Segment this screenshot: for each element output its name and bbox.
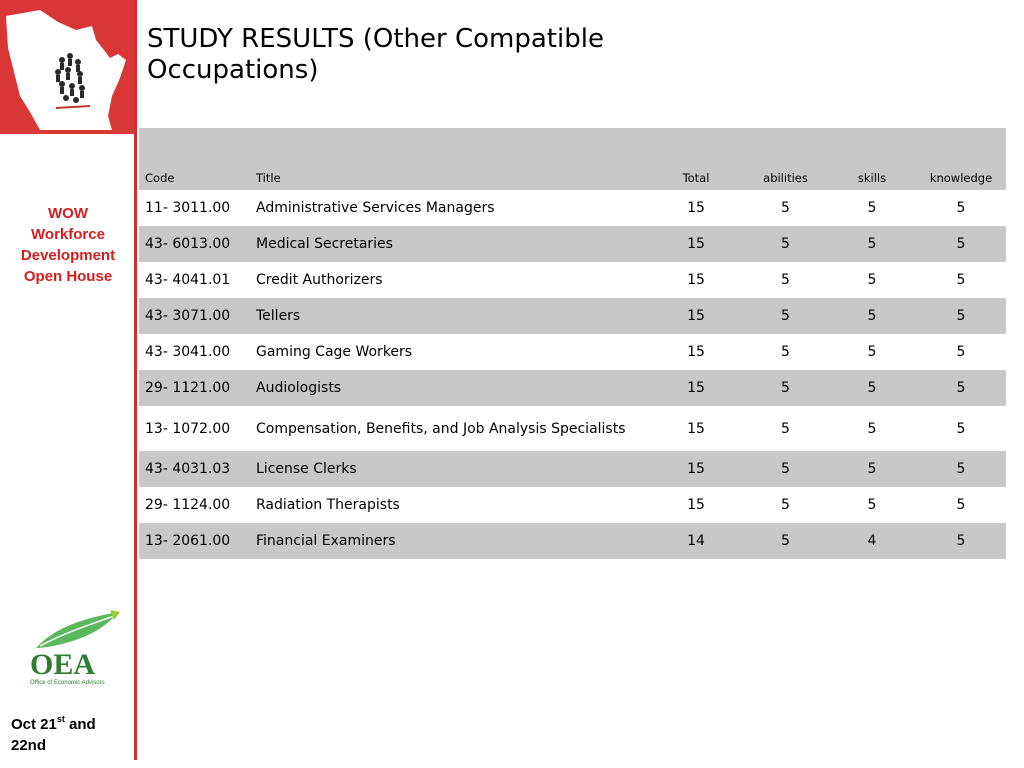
cell-total: 15 bbox=[649, 334, 743, 370]
cell-abilities: 5 bbox=[743, 262, 828, 298]
cell-code: 11- 3011.00 bbox=[139, 190, 256, 226]
wisconsin-logo bbox=[0, 0, 134, 134]
cell-abilities: 5 bbox=[743, 226, 828, 262]
cell-total: 14 bbox=[649, 523, 743, 559]
date-and: and bbox=[64, 716, 96, 733]
results-table bbox=[139, 128, 1006, 559]
column-header-knowledge: knowledge bbox=[916, 128, 1006, 190]
cell-title: Audiologists bbox=[256, 370, 649, 406]
cell-title: License Clerks bbox=[256, 451, 649, 487]
cell-knowledge: 5 bbox=[916, 451, 1006, 487]
sidebar bbox=[0, 0, 134, 768]
table-row bbox=[139, 226, 1006, 262]
cell-code: 43- 4031.03 bbox=[139, 451, 256, 487]
date-suffix: st bbox=[56, 714, 65, 724]
cell-title: Gaming Cage Workers bbox=[256, 334, 649, 370]
cell-knowledge: 5 bbox=[916, 262, 1006, 298]
table-row bbox=[139, 262, 1006, 298]
column-header-code: Code bbox=[139, 128, 256, 190]
cell-total: 15 bbox=[649, 451, 743, 487]
cell-code: 43- 3041.00 bbox=[139, 334, 256, 370]
cell-abilities: 5 bbox=[743, 298, 828, 334]
cell-skills: 5 bbox=[828, 262, 916, 298]
cell-knowledge: 5 bbox=[916, 370, 1006, 406]
cell-skills: 5 bbox=[828, 370, 916, 406]
cell-abilities: 5 bbox=[743, 190, 828, 226]
cell-abilities: 5 bbox=[743, 523, 828, 559]
cell-title: Credit Authorizers bbox=[256, 262, 649, 298]
table-row bbox=[139, 298, 1006, 334]
cell-skills: 5 bbox=[828, 406, 916, 451]
cell-code: 43- 6013.00 bbox=[139, 226, 256, 262]
cell-title: Radiation Therapists bbox=[256, 487, 649, 523]
cell-abilities: 5 bbox=[743, 334, 828, 370]
cell-abilities: 5 bbox=[743, 370, 828, 406]
cell-code: 29- 1124.00 bbox=[139, 487, 256, 523]
cell-title: Medical Secretaries bbox=[256, 226, 649, 262]
event-tagline bbox=[6, 203, 130, 287]
cell-title: Financial Examiners bbox=[256, 523, 649, 559]
column-header-total: Total bbox=[649, 128, 743, 190]
cell-total: 15 bbox=[649, 190, 743, 226]
column-header-skills: skills bbox=[828, 128, 916, 190]
cell-knowledge: 5 bbox=[916, 406, 1006, 451]
column-header-title: Title bbox=[256, 128, 649, 190]
cell-title: Compensation, Benefits, and Job Analysis Specialists bbox=[256, 406, 649, 451]
cell-title: Administrative Services Managers bbox=[256, 190, 649, 226]
cell-code: 13- 1072.00 bbox=[139, 406, 256, 451]
wisconsin-map-icon bbox=[0, 0, 134, 134]
oea-logo-text: OEA bbox=[30, 648, 96, 681]
table-row bbox=[139, 334, 1006, 370]
table-row bbox=[139, 370, 1006, 406]
cell-skills: 5 bbox=[828, 190, 916, 226]
cell-abilities: 5 bbox=[743, 406, 828, 451]
cell-knowledge: 5 bbox=[916, 298, 1006, 334]
tagline-line: WOW bbox=[48, 205, 88, 222]
tagline-line: Workforce bbox=[31, 226, 105, 243]
event-date bbox=[11, 714, 96, 756]
sidebar-divider bbox=[134, 0, 137, 760]
cell-knowledge: 5 bbox=[916, 487, 1006, 523]
cell-code: 13- 2061.00 bbox=[139, 523, 256, 559]
cell-code: 29- 1121.00 bbox=[139, 370, 256, 406]
cell-code: 43- 4041.01 bbox=[139, 262, 256, 298]
oea-logo bbox=[26, 608, 124, 688]
cell-total: 15 bbox=[649, 370, 743, 406]
cell-skills: 5 bbox=[828, 451, 916, 487]
page-title: STUDY RESULTS (Other Compatible Occupations) bbox=[147, 24, 604, 85]
tagline-line: Open House bbox=[23, 268, 113, 285]
date-second-day: 22nd bbox=[11, 737, 47, 754]
cell-skills: 5 bbox=[828, 226, 916, 262]
cell-total: 15 bbox=[649, 298, 743, 334]
cell-skills: 5 bbox=[828, 487, 916, 523]
oea-logo-subtext: Office of Economic Advisors bbox=[30, 680, 105, 686]
table-row bbox=[139, 406, 1006, 451]
cell-knowledge: 5 bbox=[916, 226, 1006, 262]
oea-leaf-icon bbox=[26, 608, 124, 688]
table-header-row bbox=[139, 128, 1006, 190]
cell-abilities: 5 bbox=[743, 487, 828, 523]
cell-knowledge: 5 bbox=[916, 334, 1006, 370]
date-day: Oct 21 bbox=[11, 716, 57, 733]
table-row bbox=[139, 451, 1006, 487]
cell-skills: 4 bbox=[828, 523, 916, 559]
cell-total: 15 bbox=[649, 226, 743, 262]
column-header-abilities: abilities bbox=[743, 128, 828, 190]
cell-skills: 5 bbox=[828, 334, 916, 370]
cell-knowledge: 5 bbox=[916, 190, 1006, 226]
cell-abilities: 5 bbox=[743, 451, 828, 487]
tagline-line: Development bbox=[20, 247, 116, 264]
table-row bbox=[139, 523, 1006, 559]
cell-title: Tellers bbox=[256, 298, 649, 334]
cell-total: 15 bbox=[649, 262, 743, 298]
cell-total: 15 bbox=[649, 406, 743, 451]
cell-code: 43- 3071.00 bbox=[139, 298, 256, 334]
cell-total: 15 bbox=[649, 487, 743, 523]
table-row bbox=[139, 487, 1006, 523]
table-row bbox=[139, 190, 1006, 226]
cell-skills: 5 bbox=[828, 298, 916, 334]
cell-knowledge: 5 bbox=[916, 523, 1006, 559]
